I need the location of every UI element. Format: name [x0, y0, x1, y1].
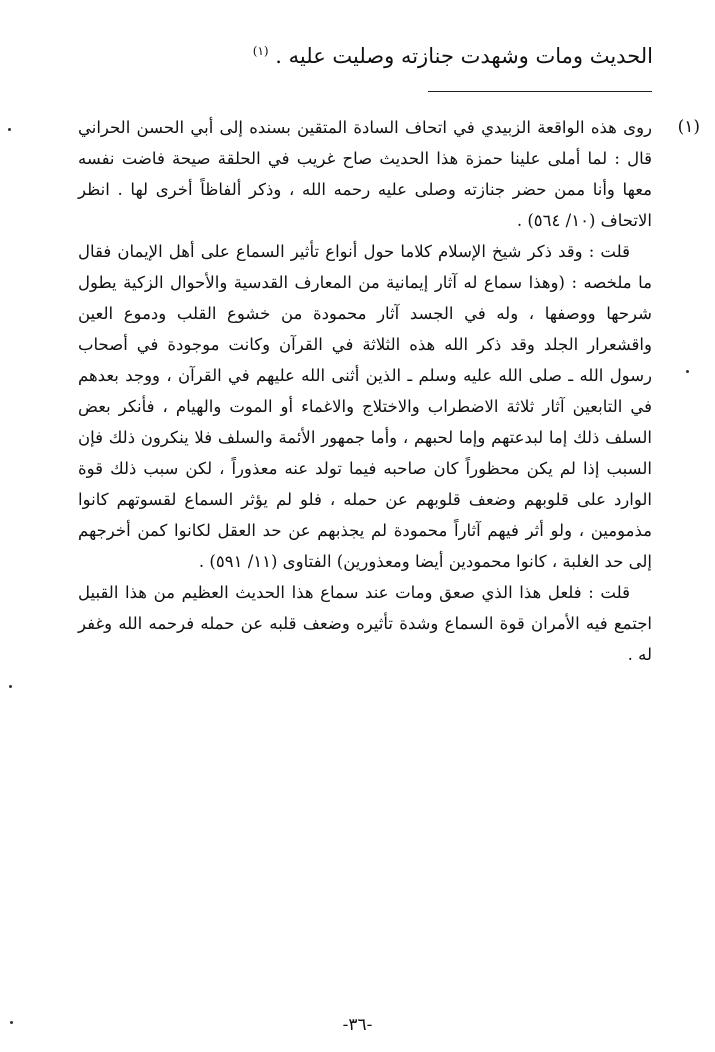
page-number: -٣٦-: [342, 1015, 373, 1035]
footnote-paragraph-1: روى هذه الواقعة الزبيدي في اتحاف السادة المتقين بسنده إلى أبي الحسن الحراني قال : لما أملى علينا حمزة هذا الحديث صاح غريب في الحلقة صيحة فاضت نفسه معها وأنا ممن حضر جنازته وصلى عليه رحمه الله ، وذكر ألفاظاً أخرى لها . انظر الاتحاف (١٠/ ٥٦٤) .: [78, 118, 652, 230]
scan-speck: [10, 1021, 13, 1024]
footnote-divider: [428, 91, 652, 92]
main-text: الحديث ومات وشهدت جنازته وصليت عليه .: [275, 44, 653, 68]
scan-speck: [8, 128, 11, 131]
scan-speck: [9, 685, 12, 688]
footnote-reference: (١): [252, 44, 269, 58]
scan-speck: [686, 370, 689, 373]
footnote-block: [78, 112, 700, 670]
main-text-line: [53, 36, 653, 71]
footnote-marker: (١): [677, 117, 700, 137]
footnote-paragraph-2: قلت : وقد ذكر شيخ الإسلام كلاما حول أنواع تأثير السماع على أهل الإيمان فقال ما ملخصه : (وهذا سماع له آثار إيمانية من المعارف القدسية والأحوال الزكية يطول شرحها ووصفها ، وله في الجسد آثار محمودة من خشوع القلب ودموع العين واقشعرار الجلد وقد ذكر الله هذه الثلاثة في القرآن وكانت موجودة في أصحاب رسول الله ـ صلى الله عليه وسلم ـ الذين أثنى الله عليهم في القرآن ، ووجد بعدهم في التابعين آثار ثلاثة الاضطراب والاختلاج والاغماء أو الموت والهيام ، فأنكر بعض السلف ذلك إما لبدعتهم وإما لحبهم ، وأما جمهور الأئمة والسلف فلا ينكرون ذلك فإن السبب إذا لم يكن محظوراً كان صاحبه فيما تولد عنه معذوراً ، لكن سبب ذلك قوة الوارد على قلوبهم وضعف قلوبهم عن حمله ، فلو لم يؤثر السماع لقسوتهم كانوا مذمومين ، ولو أثر فيهم آثاراً محمودة لم يجذبهم عن حد العقل لكانوا كمن أخرجهم إلى حد الغلبة ، كانوا محمودين أيضا ومعذورين) الفتاوى (١١/ ٥٩١) .: [78, 242, 652, 571]
footnote-paragraph-3: قلت : فلعل هذا الذي صعق ومات عند سماع هذا الحديث العظيم من هذا القبيل اجتمع فيه الأمران قوة السماع وشدة تأثيره وضعف قلبه عن حمله فرحمه الله وغفر له .: [78, 583, 652, 664]
